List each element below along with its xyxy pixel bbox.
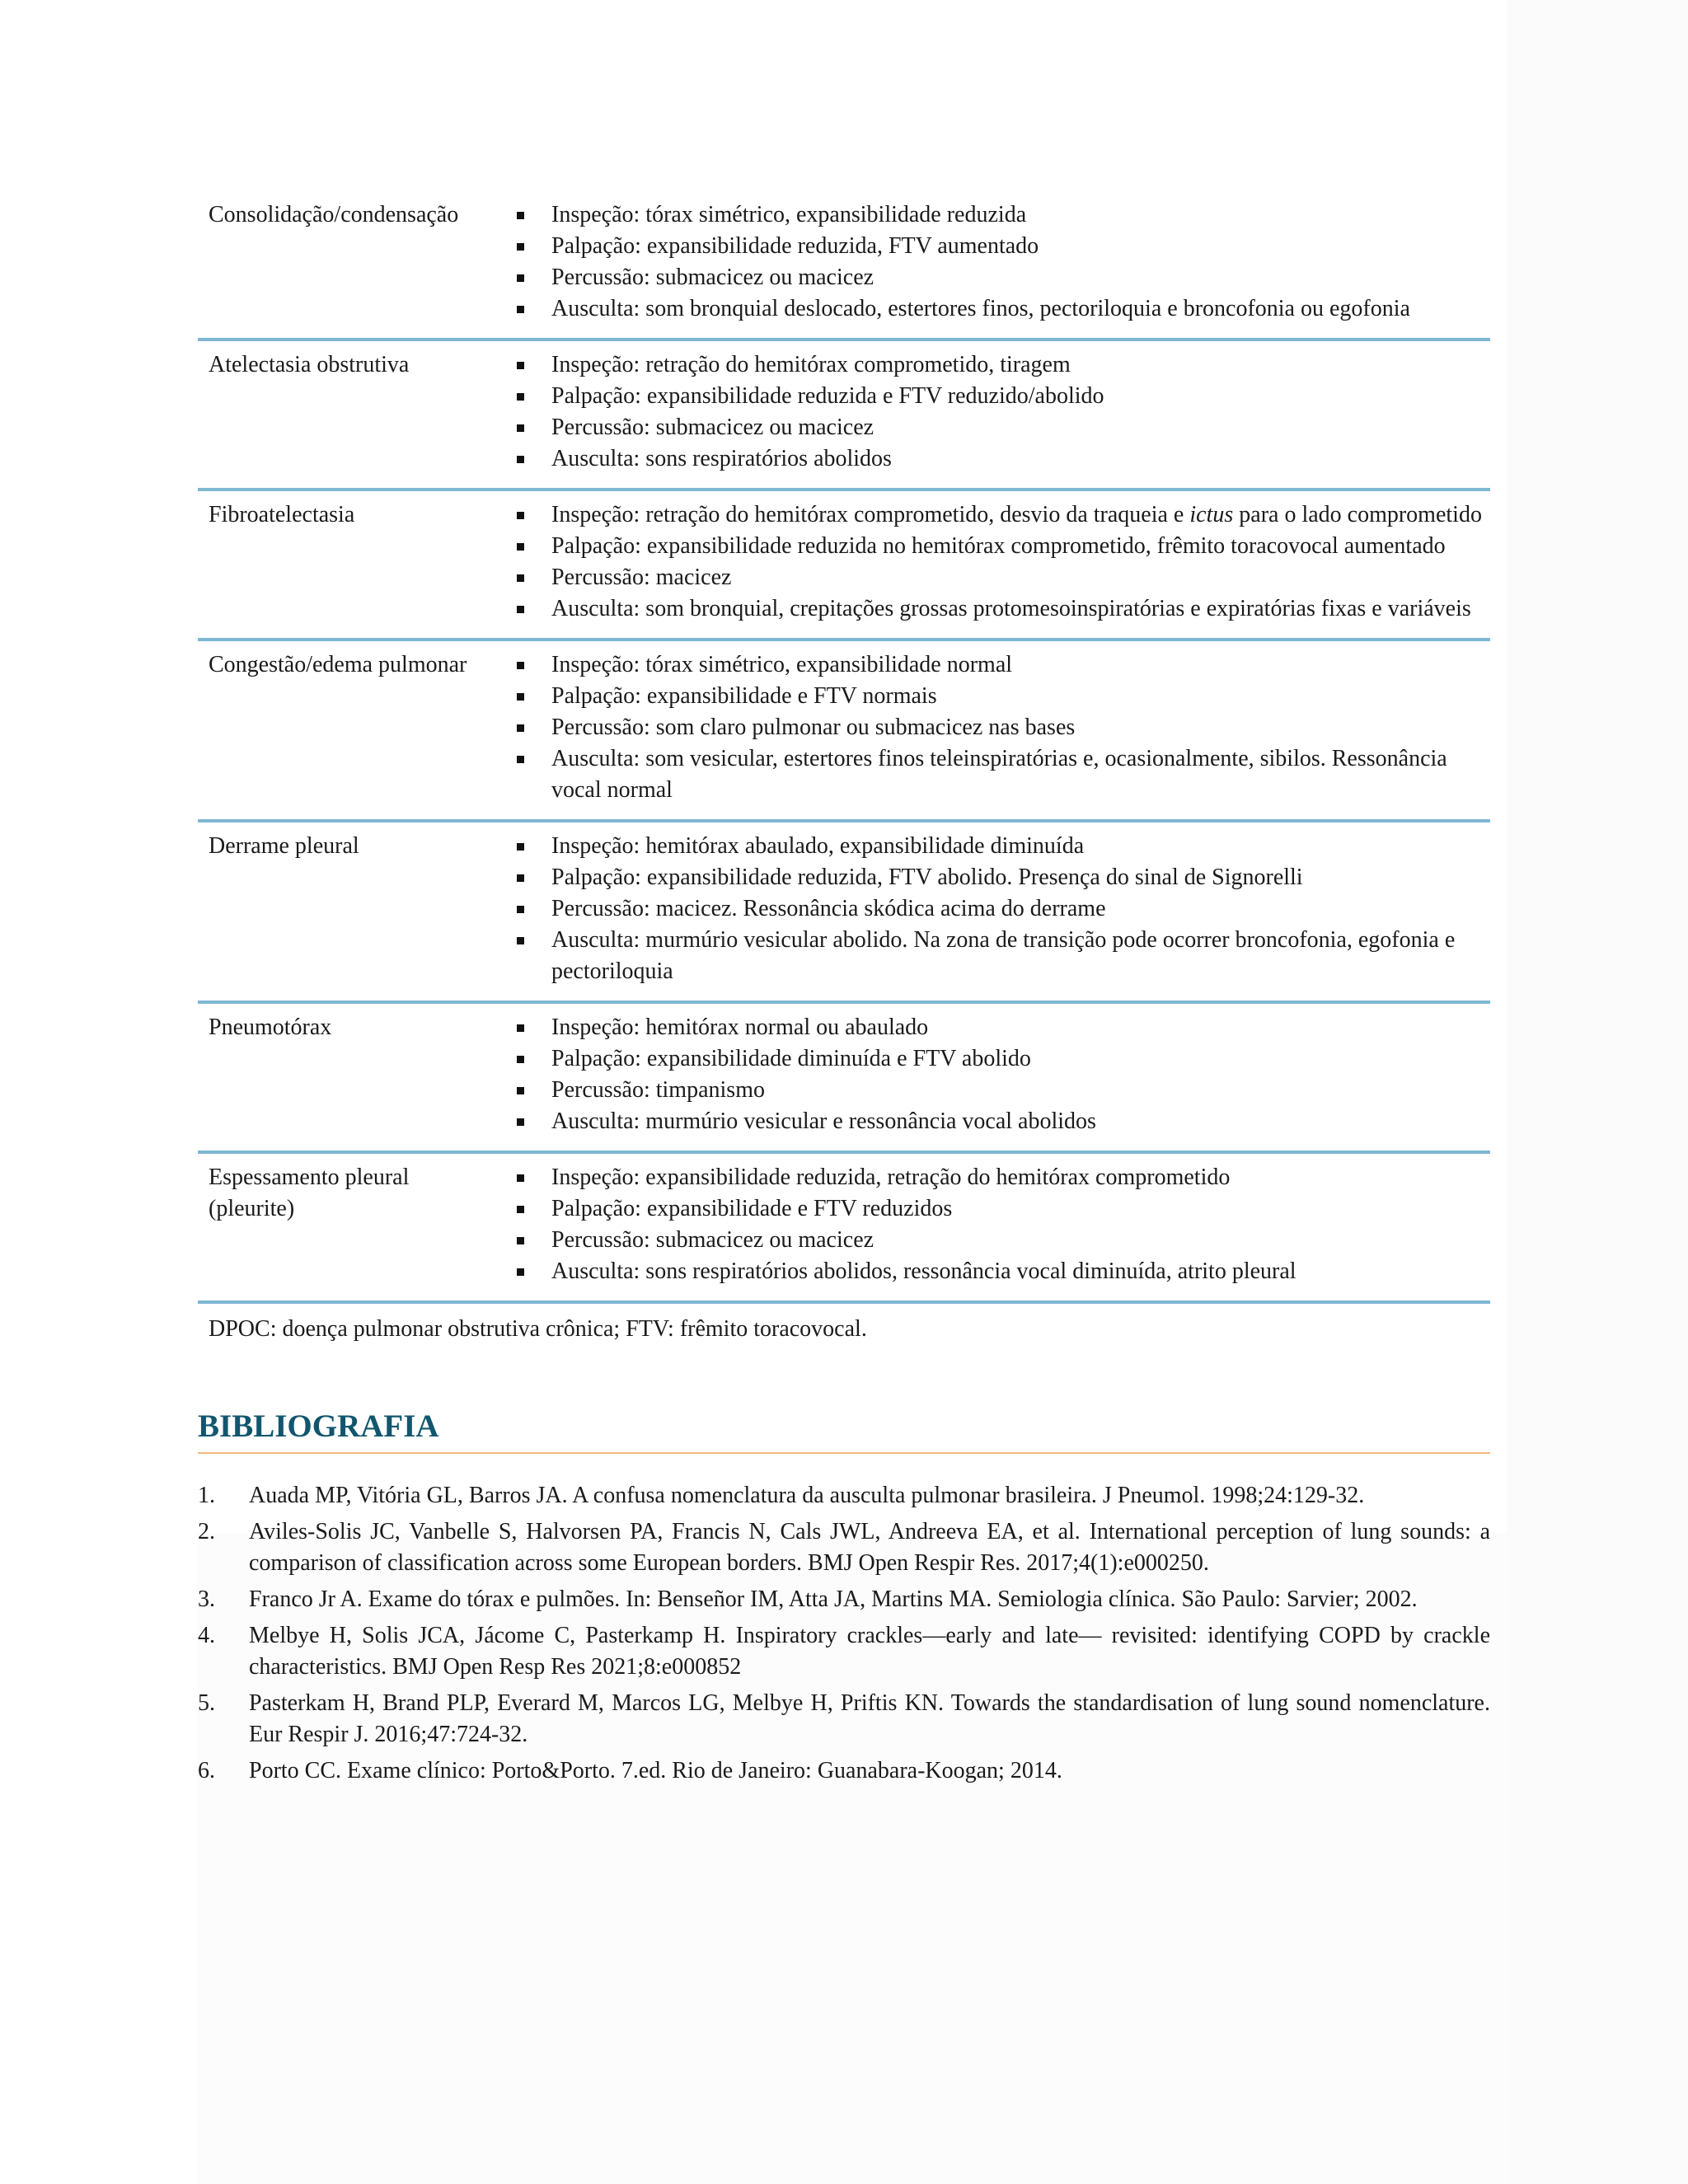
square-bullet-icon: [517, 1024, 524, 1032]
row-items: [495, 1012, 1490, 1137]
list-item: [495, 1106, 1490, 1137]
list-item: [495, 412, 1490, 443]
list-item-text: Percussão: macicez. Ressonância skódica acima do derrame: [551, 896, 1106, 921]
list-item-text: Inspeção: hemitórax abaulado, expansibilidade diminuída: [551, 833, 1085, 859]
list-item: [495, 381, 1490, 412]
table-row: [198, 823, 1490, 1004]
bibliography-heading: BIBLIOGRAFIA: [198, 1406, 1490, 1454]
square-bullet-icon: [517, 662, 524, 669]
square-bullet-icon: [517, 606, 524, 613]
square-bullet-icon: [517, 212, 524, 219]
list-item-text: Palpação: expansibilidade diminuída e FTV abolido: [551, 1046, 1031, 1071]
row-items: [495, 831, 1490, 987]
list-item-text: Inspeção: retração do hemitórax comprometido, desvio da traqueia e ictus para o lado comprometido: [551, 502, 1482, 527]
square-bullet-icon: [517, 274, 524, 282]
square-bullet-icon: [517, 1118, 524, 1126]
list-item-text: Ausculta: murmúrio vesicular abolido. Na zona de transição pode ocorrer broncofonia, egofonia e pectoriloquia: [551, 927, 1456, 984]
list-item: [495, 1193, 1490, 1225]
square-bullet-icon: [517, 424, 524, 432]
table-row: [198, 1004, 1490, 1154]
square-bullet-icon: [517, 756, 524, 763]
square-bullet-icon: [517, 306, 524, 313]
bibliography-list: [198, 1480, 1490, 1787]
list-item-text: Ausculta: som bronquial, crepitações grossas protomesoinspiratórias e expiratórias fixas e variáveis: [551, 596, 1471, 621]
bibliography-text: Auada MP, Vitória GL, Barros JA. A confusa nomenclatura da ausculta pulmonar brasileira. J Pneumol. 1998;24:129-32.: [249, 1483, 1365, 1509]
bibliography-text: Franco Jr A. Exame do tórax e pulmões. In: Benseñor IM, Atta JA, Martins MA. Semiologia clínica. São Paulo: Sarvier; 2002.: [249, 1586, 1418, 1613]
bibliography-number: 2.: [198, 1519, 215, 1545]
bibliography-entry: [198, 1688, 1490, 1750]
page-content: [198, 191, 1490, 1792]
list-item: [495, 1075, 1490, 1106]
row-label: Consolidação/condensação: [209, 202, 459, 227]
page-shade-right: [1507, 0, 1688, 2184]
square-bullet-icon: [517, 1268, 524, 1276]
list-item: [495, 1162, 1490, 1193]
square-bullet-icon: [517, 693, 524, 701]
list-item-text: Ausculta: sons respiratórios abolidos: [551, 446, 892, 471]
list-item-text: Ausculta: som vesicular, estertores finos teleinspiratórias e, ocasionalmente, sibilos. Ressonância vocal normal: [551, 746, 1447, 803]
list-item-text: Inspeção: tórax simétrico, expansibilidade normal: [551, 652, 1013, 677]
row-label: Fibroatelectasia: [209, 502, 355, 527]
list-item-text: Inspeção: retração do hemitórax comprometido, tiragem: [551, 352, 1071, 377]
list-item: [495, 1043, 1490, 1075]
row-label: Derrame pleural: [209, 833, 359, 859]
list-item: [495, 499, 1490, 531]
list-item: [495, 443, 1490, 475]
list-item-text: Ausculta: murmúrio vesicular e ressonância vocal abolidos: [551, 1108, 1096, 1134]
row-label: Pneumotórax: [209, 1015, 332, 1040]
list-item-text: Ausculta: som bronquial deslocado, estertores finos, pectoriloquia e broncofonia ou egofonia: [551, 296, 1410, 321]
list-item-text: Palpação: expansibilidade e FTV reduzidos: [551, 1196, 953, 1221]
list-item-text: Palpação: expansibilidade reduzida, FTV abolido. Presença do sinal de Signorelli: [551, 865, 1303, 890]
bibliography-entry: [198, 1620, 1490, 1683]
bibliography-text: Aviles-Solis JC, Vanbelle S, Halvorsen PA, Francis N, Cals JWL, Andreeva EA, et al. International perception of lung sounds: a comparison of classification across some European borders. BMJ Open Respir Res. 2017;4(1):e000250.: [249, 1519, 1490, 1577]
square-bullet-icon: [517, 1174, 524, 1182]
square-bullet-icon: [517, 1087, 524, 1094]
square-bullet-icon: [517, 1237, 524, 1244]
row-items: [495, 349, 1490, 475]
list-item-text: Percussão: som claro pulmonar ou submacicez nas bases: [551, 715, 1076, 740]
square-bullet-icon: [517, 843, 524, 851]
list-item: [495, 1012, 1490, 1043]
bibliography-entry: [198, 1584, 1490, 1615]
list-item-text: Percussão: macicez: [551, 565, 732, 590]
list-item: [495, 562, 1490, 593]
list-item-text: Palpação: expansibilidade reduzida no hemitórax comprometido, frêmito toracovocal aumentado: [551, 533, 1446, 559]
list-item: [495, 231, 1490, 262]
bibliography-number: 6.: [198, 1758, 215, 1784]
list-item: [495, 925, 1490, 987]
row-label: Atelectasia obstrutiva: [209, 352, 410, 377]
list-item: [495, 649, 1490, 681]
bibliography-text: Melbye H, Solis JCA, Jácome C, Pasterkamp H. Inspiratory crackles—early and late— revisited: identifying COPD by crackle characteristics. BMJ Open Resp Res 2021;8:e000852: [249, 1623, 1490, 1680]
findings-table: [198, 191, 1490, 1345]
list-item: [495, 593, 1490, 625]
table-row: [198, 191, 1490, 341]
square-bullet-icon: [517, 937, 524, 944]
table-row: [198, 641, 1490, 823]
list-item-text: Percussão: submacicez ou macicez: [551, 1227, 874, 1253]
bibliography-entry: [198, 1516, 1490, 1579]
row-label: Congestão/edema pulmonar: [209, 652, 467, 677]
list-item-text: Inspeção: tórax simétrico, expansibilidade reduzida: [551, 202, 1027, 227]
list-item: [495, 831, 1490, 862]
square-bullet-icon: [517, 874, 524, 882]
list-item: [495, 893, 1490, 925]
table-row: [198, 491, 1490, 641]
list-item: [495, 199, 1490, 231]
list-item: [495, 681, 1490, 712]
square-bullet-icon: [517, 512, 524, 519]
list-item: [495, 531, 1490, 562]
list-item-text: Percussão: submacicez ou macicez: [551, 415, 874, 440]
row-items: [495, 199, 1490, 325]
list-item-text: Inspeção: hemitórax normal ou abaulado: [551, 1015, 929, 1040]
bibliography-number: 5.: [198, 1690, 215, 1717]
bibliography-number: 1.: [198, 1483, 215, 1509]
list-item: [495, 743, 1490, 806]
list-item: [495, 349, 1490, 381]
bibliography-number: 4.: [198, 1623, 215, 1649]
bibliography-number: 3.: [198, 1586, 215, 1613]
square-bullet-icon: [517, 724, 524, 732]
row-label: Espessamento pleural (pleurite): [209, 1165, 410, 1221]
list-item: [495, 1225, 1490, 1256]
square-bullet-icon: [517, 1056, 524, 1063]
latin-term: ictus: [1189, 502, 1234, 527]
square-bullet-icon: [517, 574, 524, 582]
list-item: [495, 262, 1490, 293]
bibliography-entry: [198, 1755, 1490, 1787]
list-item-text: Palpação: expansibilidade reduzida, FTV aumentado: [551, 233, 1039, 259]
list-item: [495, 862, 1490, 893]
list-item: [495, 1256, 1490, 1287]
row-items: [495, 1162, 1490, 1287]
list-item: [495, 712, 1490, 743]
square-bullet-icon: [517, 393, 524, 401]
square-bullet-icon: [517, 243, 524, 251]
list-item-text: Percussão: submacicez ou macicez: [551, 265, 874, 290]
square-bullet-icon: [517, 1206, 524, 1213]
list-item-text: Inspeção: expansibilidade reduzida, retração do hemitórax comprometido: [551, 1165, 1231, 1190]
list-item-text: Palpação: expansibilidade reduzida e FTV reduzido/abolido: [551, 383, 1104, 409]
bibliography-text: Porto CC. Exame clínico: Porto&Porto. 7.ed. Rio de Janeiro: Guanabara-Koogan; 2014.: [249, 1758, 1062, 1784]
square-bullet-icon: [517, 456, 524, 463]
bibliography-entry: [198, 1480, 1490, 1511]
list-item: [495, 293, 1490, 325]
row-items: [495, 499, 1490, 625]
table-row: [198, 1154, 1490, 1304]
list-item-text: Palpação: expansibilidade e FTV normais: [551, 683, 937, 709]
table-row: [198, 341, 1490, 491]
square-bullet-icon: [517, 543, 524, 551]
list-item-text: Ausculta: sons respiratórios abolidos, ressonância vocal diminuída, atrito pleural: [551, 1258, 1296, 1284]
square-bullet-icon: [517, 362, 524, 369]
list-item-text: Percussão: timpanismo: [551, 1077, 765, 1103]
bibliography-text: Pasterkam H, Brand PLP, Everard M, Marcos LG, Melbye H, Priftis KN. Towards the standardisation of lung sound nomenclature. Eur Respir J. 2016;47:724-32.: [249, 1690, 1490, 1748]
square-bullet-icon: [517, 906, 524, 913]
table-footnote: DPOC: doença pulmonar obstrutiva crônica; FTV: frêmito toracovocal.: [209, 1316, 867, 1342]
row-items: [495, 649, 1490, 806]
